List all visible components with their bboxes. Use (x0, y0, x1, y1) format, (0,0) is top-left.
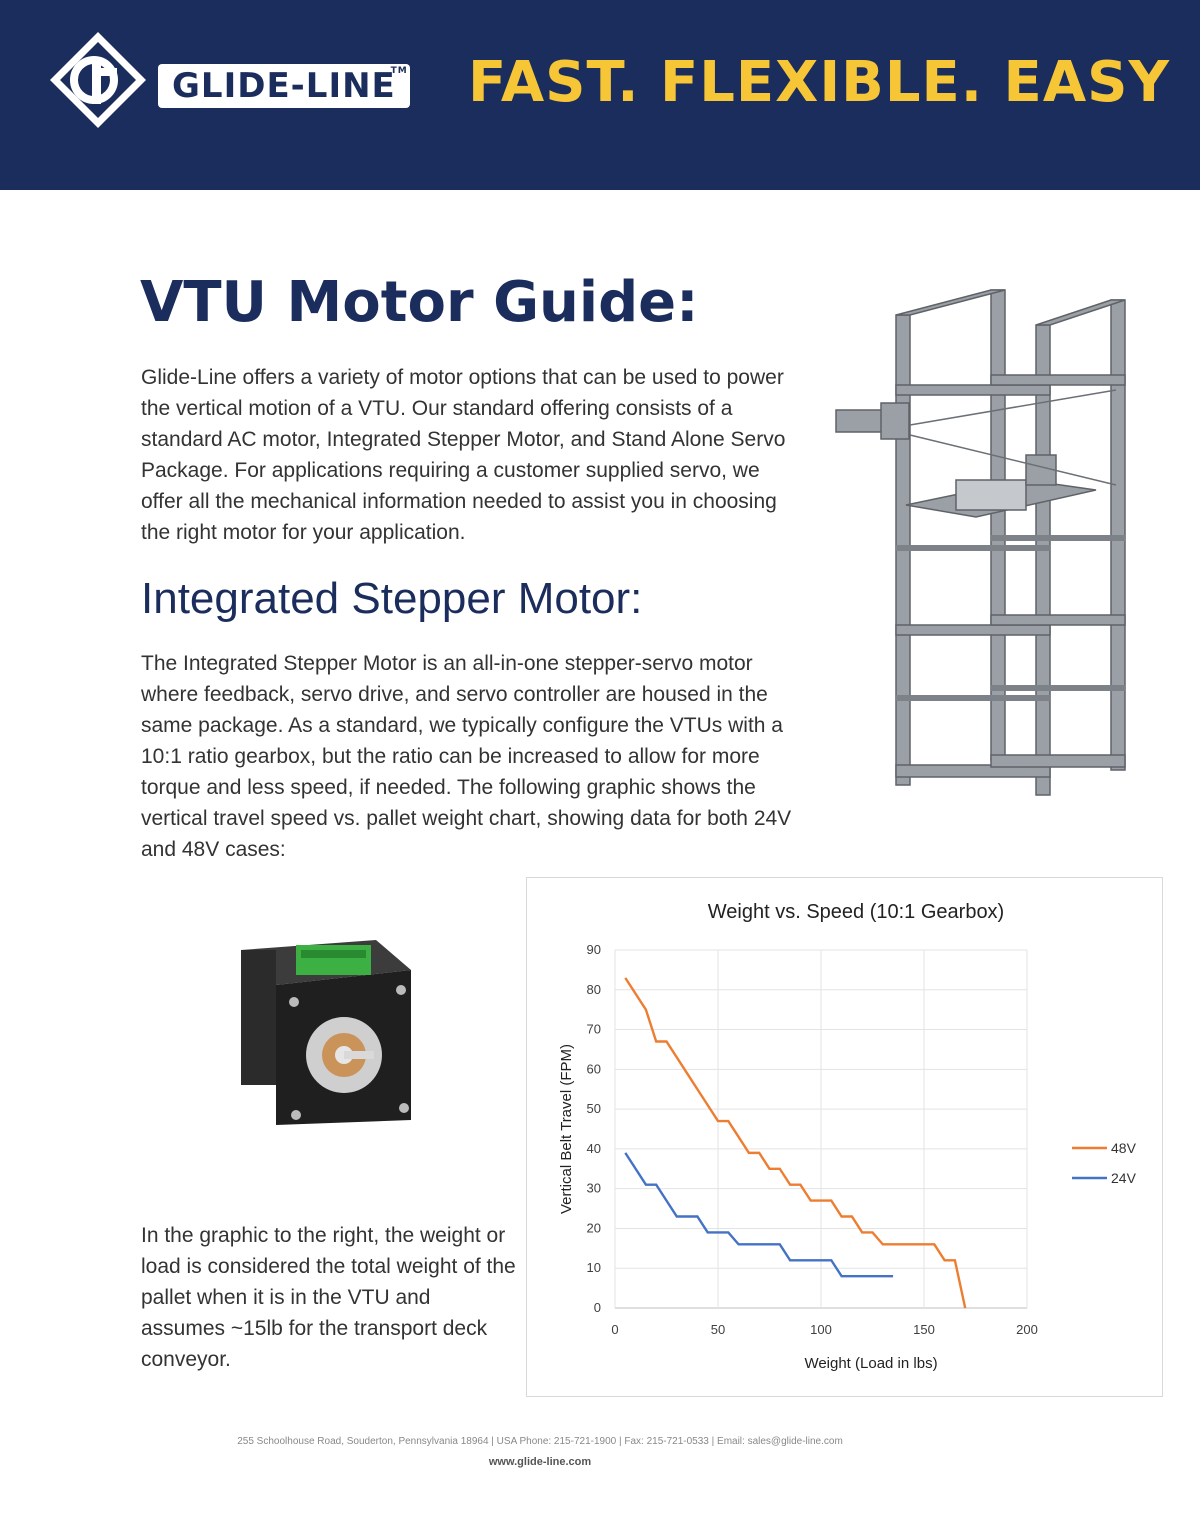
y-tick-label: 80 (586, 981, 601, 997)
x-tick-label: 0 (611, 1322, 619, 1337)
chart-svg (527, 878, 1162, 1396)
y-tick-label: 60 (586, 1061, 601, 1077)
y-tick-label: 20 (586, 1220, 601, 1236)
brand-name-text: GLIDE-LINE (172, 66, 396, 106)
footer-website[interactable]: www.glide-line.com (488, 1456, 592, 1468)
y-axis-label: Vertical Belt Travel (FPM) (558, 1043, 575, 1215)
y-tick-label: 30 (586, 1180, 601, 1196)
tagline: FAST. FLEXIBLE. EASY (468, 50, 1171, 115)
page-title: VTU Motor Guide: (140, 270, 699, 335)
y-tick-label: 40 (586, 1140, 601, 1156)
x-tick-label: 200 (1016, 1322, 1038, 1337)
y-tick-label: 50 (586, 1101, 601, 1117)
intro-paragraph: Glide-Line offers a variety of motor options that can be used to power the vertical motion of a VTU. Our standard offering consists of a standard AC motor, Integrated Stepper Motor, and Stand Alone Servo Package. For applications requiring a customer supplied servo, we offer all the mechanical information needed to assist you in choosing the right motor for your application. (141, 366, 786, 544)
y-tick-label: 90 (586, 942, 601, 957)
brand-name (158, 64, 410, 108)
series-line-48V (625, 978, 965, 1308)
footer-contact: 255 Schoolhouse Road, Souderton, Pennsylvania 18964 | USA Phone: 215-721-1900 | Fax: 215-721-0533 | Email: sales@glide-line.com (237, 1436, 843, 1447)
series-line-24V (625, 1153, 893, 1276)
glide-line-logo-icon (48, 30, 148, 130)
legend-label-48V: 48V (1111, 1140, 1136, 1156)
y-tick-label: 0 (593, 1300, 601, 1315)
x-axis-label: Weight (Load in lbs) (804, 1355, 938, 1372)
stepper-motor-image (226, 930, 426, 1130)
y-tick-label: 10 (586, 1260, 601, 1276)
chart-note: In the graphic to the right, the weight or load is considered the total weight of the pallet when it is in the VTU and assumes ~15lb for the transport deck conveyor. (141, 1224, 516, 1371)
x-tick-label: 50 (710, 1322, 726, 1337)
legend-label-24V: 24V (1111, 1170, 1136, 1186)
y-tick-label: 70 (586, 1021, 601, 1037)
chart-title: Weight vs. Speed (10:1 Gearbox) (707, 901, 1005, 923)
header-banner (0, 0, 1200, 190)
stepper-description: The Integrated Stepper Motor is an all-in-one stepper-servo motor where feedback, servo drive, and servo controller are housed in the same package. As a standard, we typically configure the VTUs with a 10:1 ratio gearbox, but the ratio can be increased to allow for more torque and less speed, if needed. The following graphic shows the vertical travel speed vs. pallet weight chart, showing data for both 24V and 48V cases: (141, 652, 792, 861)
weight-speed-chart (526, 877, 1163, 1397)
vtu-frame-image (826, 285, 1136, 830)
trademark-mark: TM (390, 66, 408, 76)
section-heading: Integrated Stepper Motor: (141, 574, 643, 623)
x-tick-label: 100 (810, 1322, 832, 1337)
x-tick-label: 150 (913, 1322, 935, 1337)
